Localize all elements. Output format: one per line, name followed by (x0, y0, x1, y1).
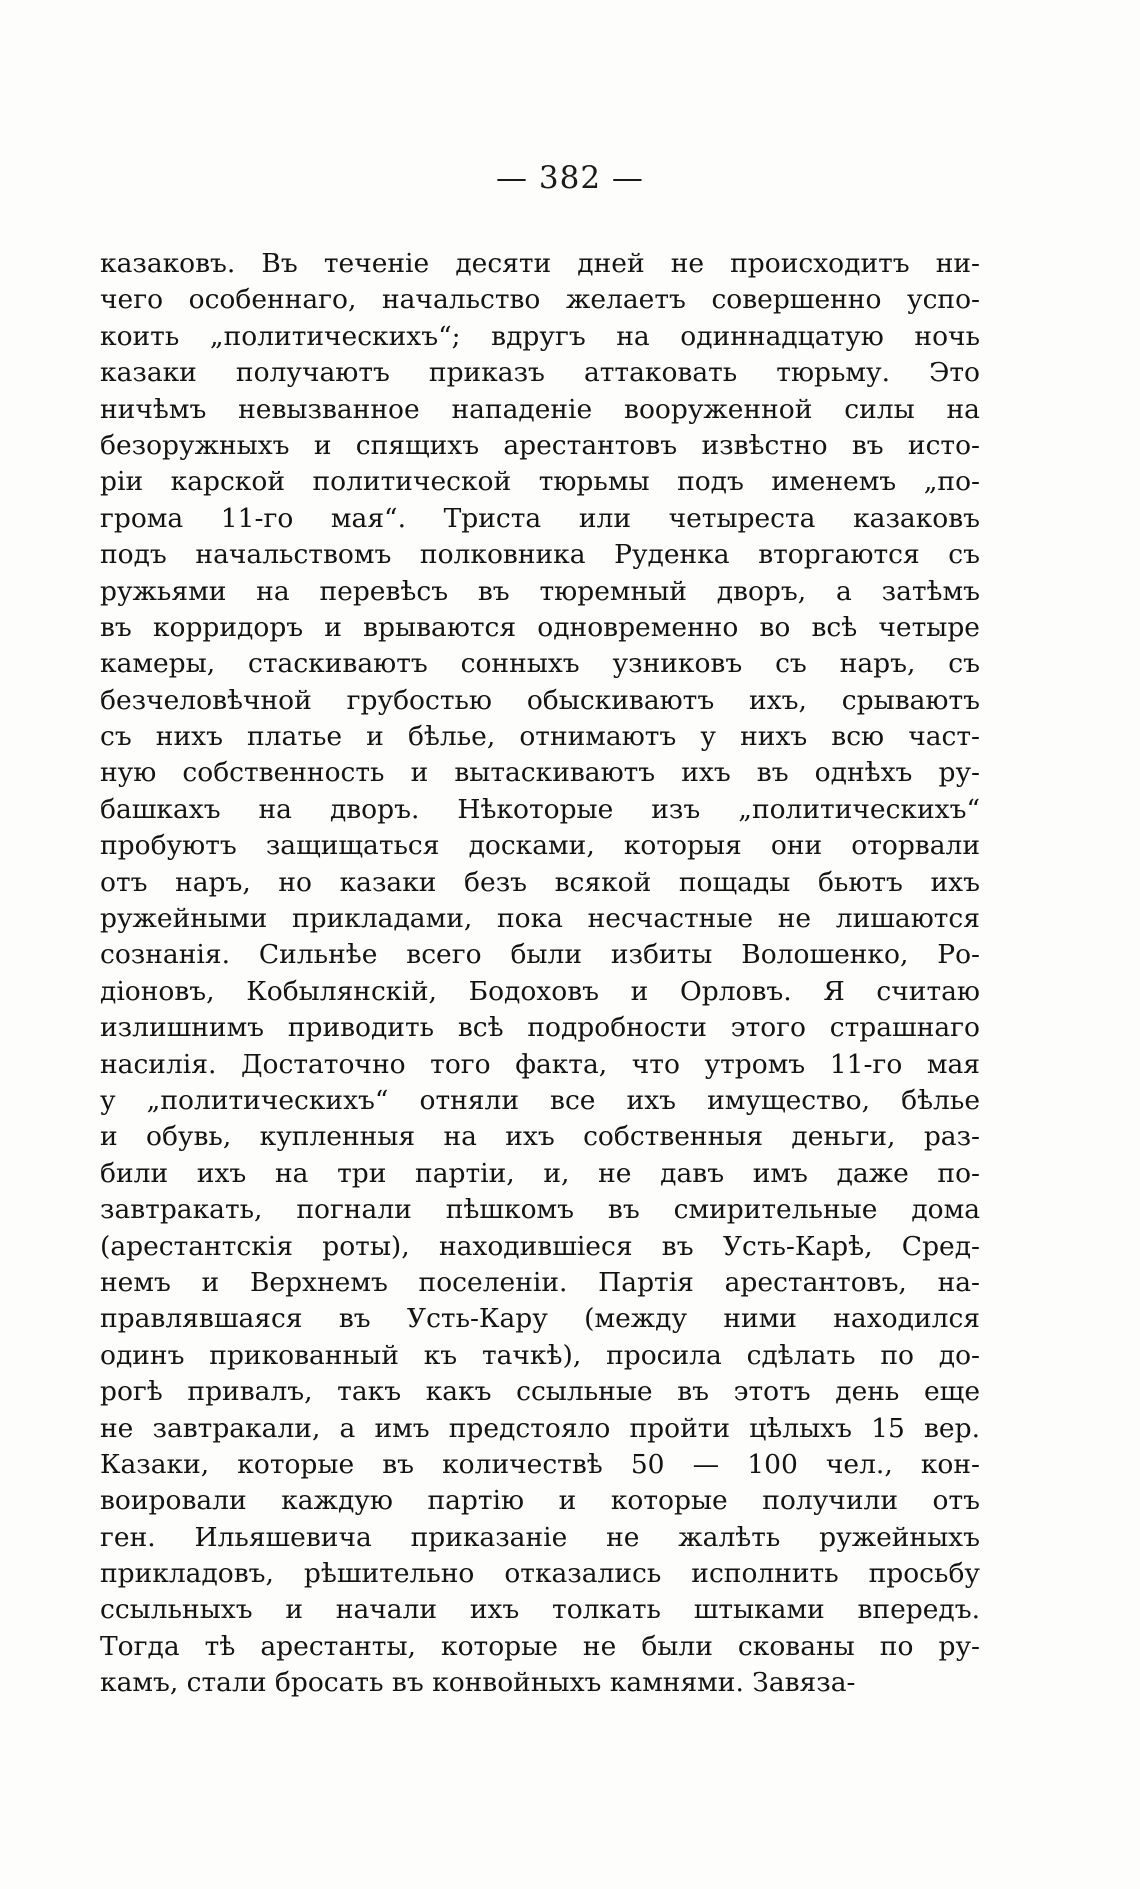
body-text (100, 246, 980, 1702)
text-line: ную собственность и вытаскиваютъ ихъ въ однѣхъ ру- (100, 757, 980, 789)
text-line: и обувь, купленныя на ихъ собственныя деньги, раз- (100, 1121, 980, 1153)
text-line: воировали каждую партію и которые получили отъ (100, 1485, 980, 1517)
text-line: коить „политическихъ“; вдругъ на одиннадцатую ночь (100, 320, 980, 352)
text-line: у „политическихъ“ отняли все ихъ имущество, бѣлье (100, 1084, 980, 1116)
text-line: били ихъ на три партіи, и, не давъ имъ даже по- (100, 1157, 980, 1189)
text-line: одинъ прикованный къ тачкѣ), просила сдѣлать по до- (100, 1339, 980, 1371)
text-line: Казаки, которые въ количествѣ 50 — 100 чел., кон- (100, 1448, 980, 1480)
text-line: сознанія. Сильнѣе всего были избиты Волошенко, Ро- (100, 939, 980, 971)
text-line: пробуютъ защищаться досками, которыя они оторвали (100, 830, 980, 862)
text-line: Тогда тѣ арестанты, которые не были скованы по ру- (100, 1630, 980, 1662)
text-line: ничѣмъ невызванное нападеніе вооруженной силы на (100, 393, 980, 425)
text-line: съ нихъ платье и бѣлье, отнимаютъ у нихъ всю част- (100, 721, 980, 753)
text-line: ріи карской политической тюрьмы подъ именемъ „по- (100, 466, 980, 498)
text-line: правлявшаяся въ Усть-Кару (между ними находился (100, 1303, 980, 1335)
text-line: завтракать, погнали пѣшкомъ въ смирительные дома (100, 1194, 980, 1226)
text-line: въ корридоръ и врываются одновременно во всѣ четыре (100, 611, 980, 643)
text-line: отъ наръ, но казаки безъ всякой пощады бьютъ ихъ (100, 866, 980, 898)
text-line: діоновъ, Кобылянскій, Бодоховъ и Орловъ. Я считаю (100, 975, 980, 1007)
text-line: ружейными прикладами, пока несчастные не лишаются (100, 903, 980, 935)
text-line: (арестантскія роты), находившіеся въ Усть-Карѣ, Сред- (100, 1230, 980, 1262)
text-line: безоружныхъ и спящихъ арестантовъ извѣстно въ исто- (100, 429, 980, 461)
text-line: подъ начальствомъ полковника Руденка вторгаются съ (100, 539, 980, 571)
text-line: камъ, стали бросать въ конвойныхъ камнями. Завяза- (100, 1667, 856, 1699)
text-line: ген. Ильяшевича приказаніе не жалѣть ружейныхъ (100, 1521, 980, 1553)
text-line: не завтракали, а имъ предстояло пройти цѣлыхъ 15 вер. (100, 1412, 980, 1444)
text-line: рогѣ привалъ, такъ какъ ссыльные въ этотъ день еще (100, 1376, 980, 1408)
text-line: башкахъ на дворъ. Нѣкоторые изъ „политическихъ“ (100, 793, 980, 825)
page-number: — 382 — (496, 160, 644, 196)
text-line: немъ и Верхнемъ поселеніи. Партія арестантовъ, на- (100, 1266, 980, 1298)
text-line: насилія. Достаточно того факта, что утромъ 11-го мая (100, 1048, 980, 1080)
text-line: чего особеннаго, начальство желаетъ совершенно успо- (100, 284, 980, 316)
text-line: прикладовъ, рѣшительно отказались исполнить просьбу (100, 1558, 980, 1590)
text-line: камеры, стаскиваютъ сонныхъ узниковъ съ наръ, съ (100, 648, 980, 680)
text-line: ружьями на перевѣсъ въ тюремный дворъ, а затѣмъ (100, 575, 980, 607)
text-line: казаки получаютъ приказъ аттаковать тюрьму. Это (100, 357, 980, 389)
text-line: казаковъ. Въ теченіе десяти дней не происходитъ ни- (100, 248, 980, 279)
text-line: излишнимъ приводить всѣ подробности этого страшнаго (100, 1012, 980, 1044)
text-line: грома 11-го мая“. Триста или четыреста казаковъ (100, 502, 980, 534)
text-line: безчеловѣчной грубостью обыскиваютъ ихъ, срываютъ (100, 684, 980, 716)
text-line: ссыльныхъ и начали ихъ толкать штыками впередъ. (100, 1594, 980, 1626)
